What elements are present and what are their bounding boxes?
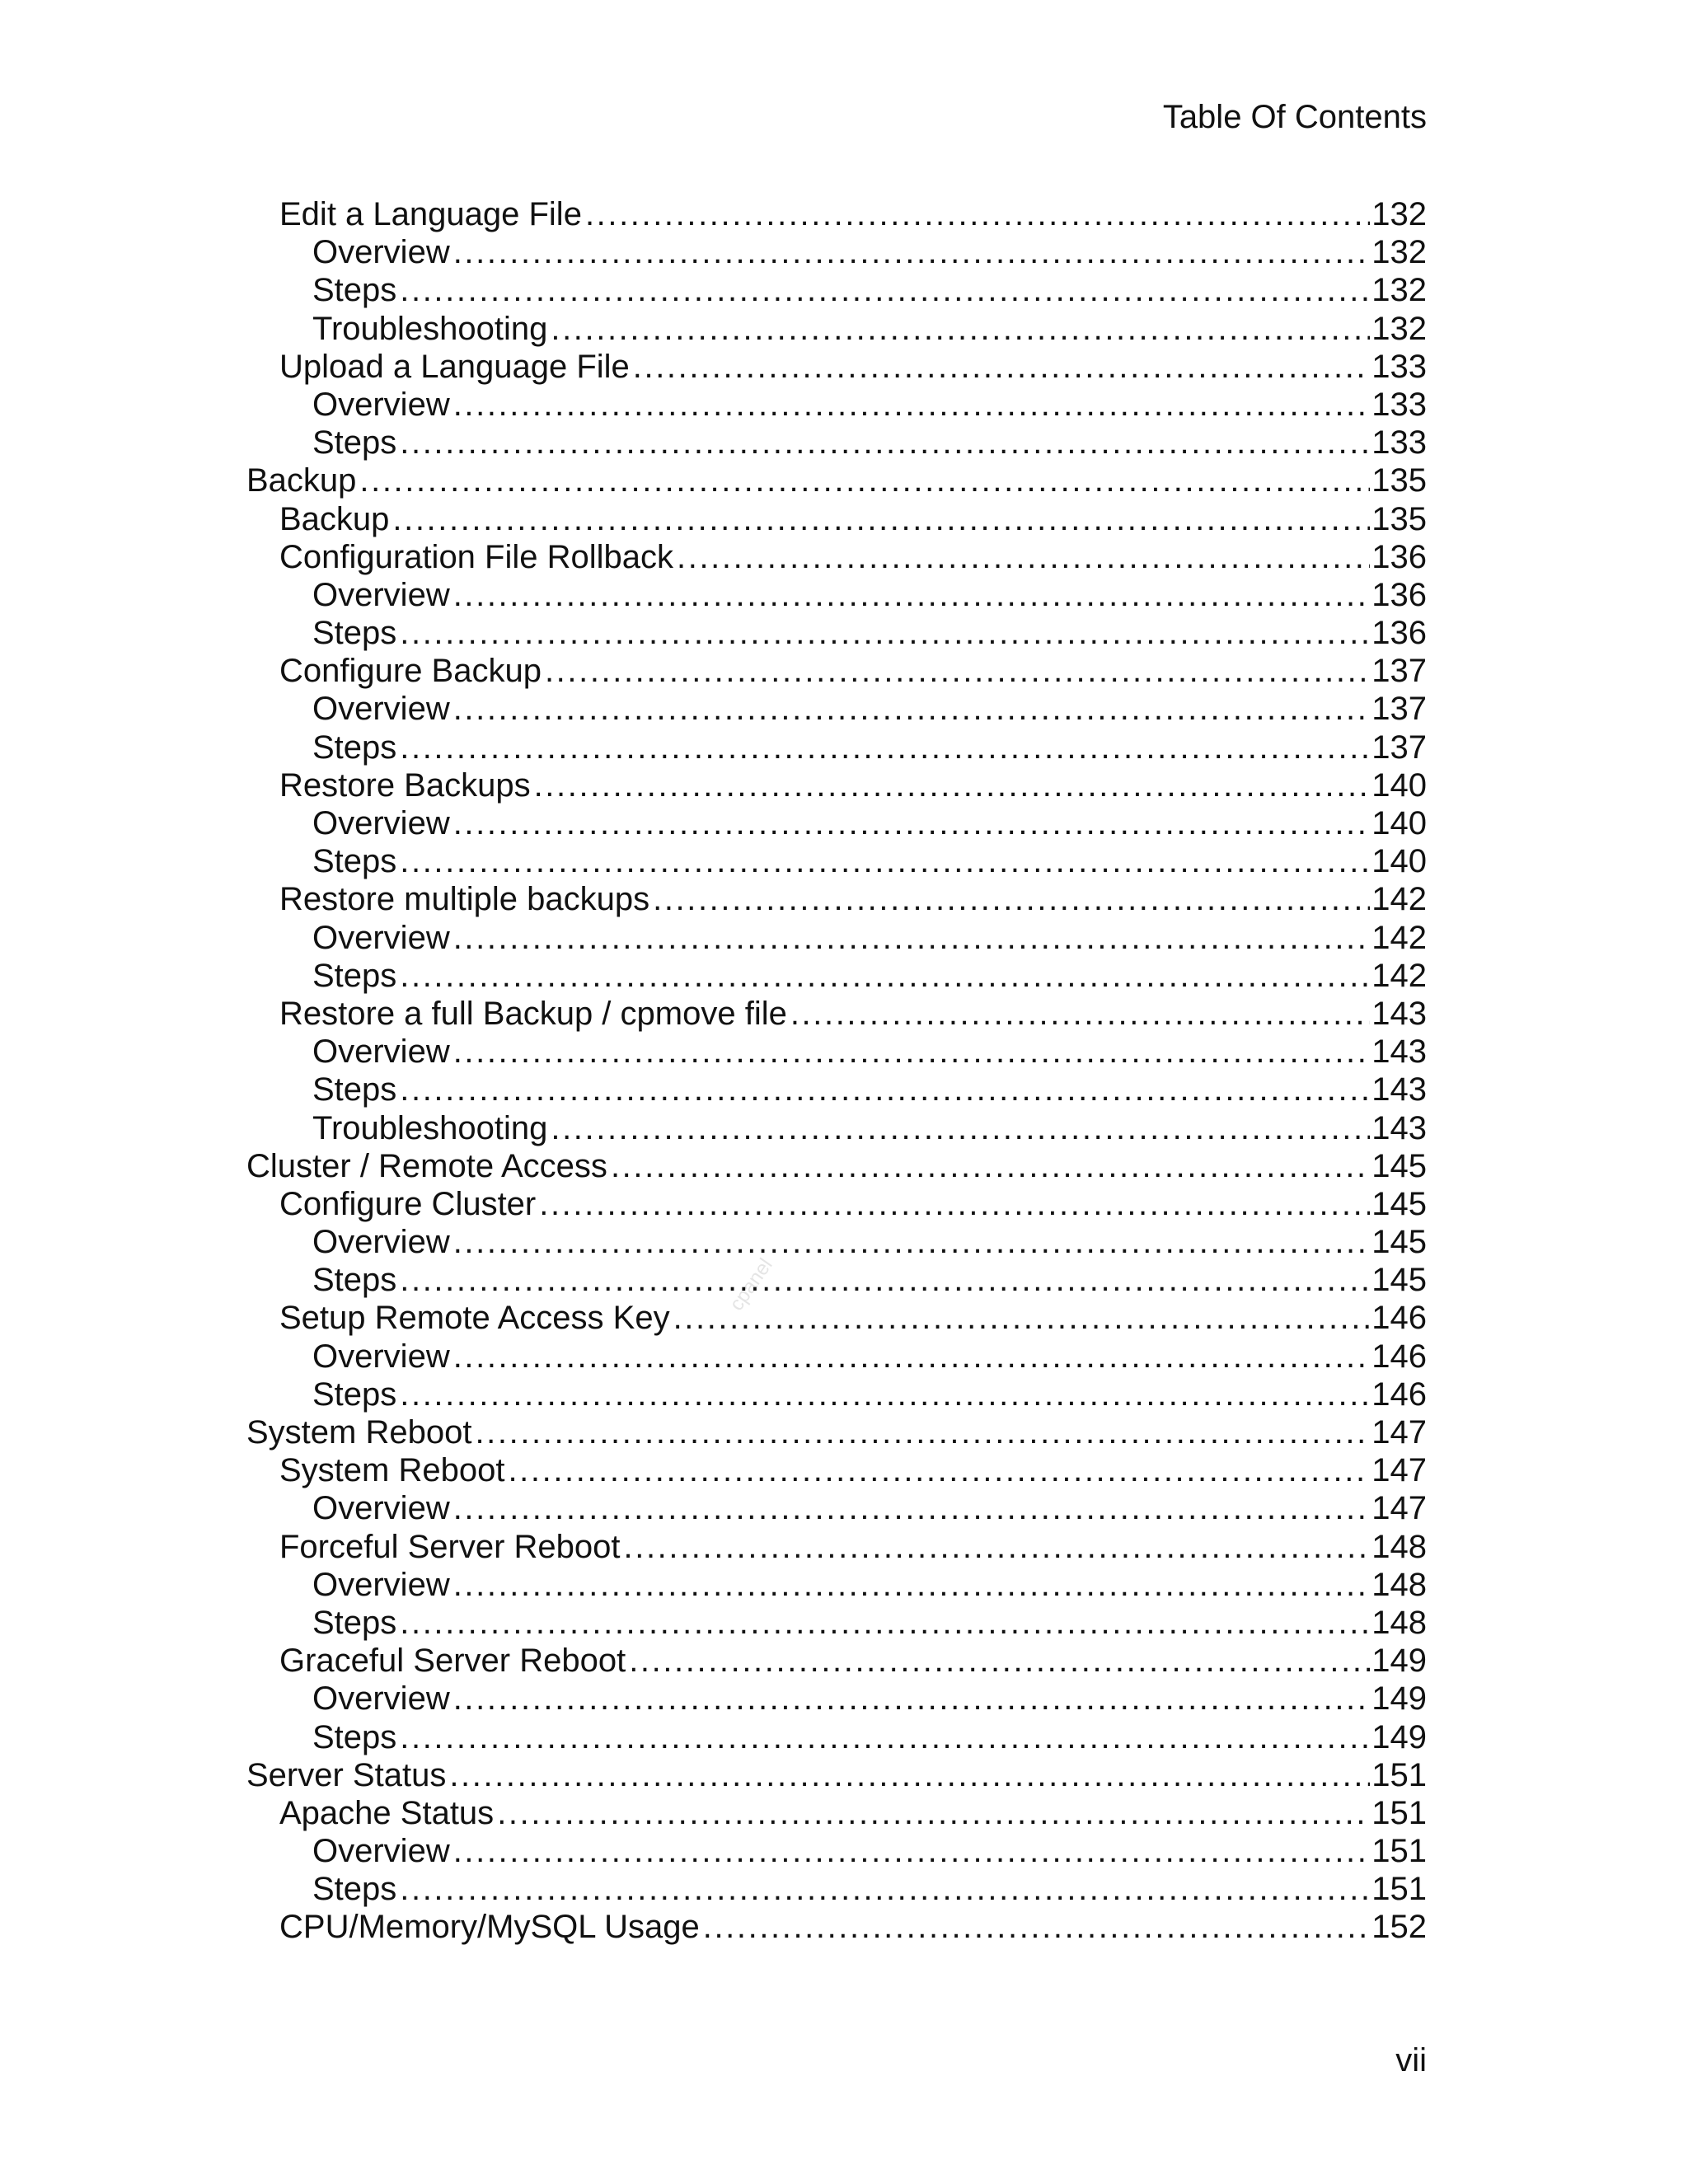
- toc-entry-page: 140: [1372, 766, 1427, 804]
- toc-entry-title: Configuration File Rollback: [279, 538, 674, 575]
- toc-entry[interactable]: [246, 1756, 1427, 1794]
- toc-entry-title: Steps: [312, 615, 397, 652]
- toc-entry[interactable]: [246, 919, 1427, 957]
- toc-dot-leader: [453, 1832, 1371, 1870]
- toc-dot-leader: [453, 1566, 1371, 1604]
- toc-entry-title: Overview: [312, 386, 450, 423]
- toc-entry-page: 148: [1372, 1604, 1427, 1641]
- toc-entry[interactable]: [246, 1261, 1427, 1299]
- toc-dot-leader: [611, 1147, 1370, 1185]
- toc-entry[interactable]: [246, 1870, 1427, 1908]
- toc-entry-page: 145: [1372, 1147, 1427, 1184]
- toc-entry-page: 133: [1372, 386, 1427, 423]
- toc-entry-title: Graceful Server Reboot: [279, 1643, 626, 1680]
- toc-entry[interactable]: [246, 195, 1427, 233]
- toc-entry-title: Steps: [312, 957, 397, 994]
- toc-entry[interactable]: [246, 842, 1427, 880]
- toc-entry-page: 132: [1372, 310, 1427, 347]
- toc-entry[interactable]: [246, 1680, 1427, 1718]
- toc-entry-title: Overview: [312, 691, 450, 728]
- toc-entry-title: Steps: [312, 1604, 397, 1641]
- toc-entry-page: 140: [1372, 805, 1427, 841]
- toc-dot-leader: [400, 1870, 1370, 1908]
- toc-entry-title: Restore Backups: [279, 766, 531, 804]
- toc-entry-page: 149: [1372, 1680, 1427, 1718]
- toc-entry-title: Backup: [279, 500, 390, 537]
- toc-entry-page: 146: [1372, 1338, 1427, 1375]
- toc-entry-title: Server Status: [246, 1756, 447, 1793]
- toc-entry-title: Overview: [312, 1680, 450, 1718]
- toc-dot-leader: [453, 1338, 1371, 1376]
- toc-entry[interactable]: [246, 995, 1427, 1033]
- toc-entry-page: 133: [1372, 348, 1427, 385]
- toc-entry-page: 143: [1372, 1109, 1427, 1146]
- toc-dot-leader: [453, 576, 1371, 614]
- toc-entry[interactable]: [246, 766, 1427, 804]
- toc-entry[interactable]: [246, 1109, 1427, 1147]
- toc-entry-title: Edit a Language File: [279, 196, 582, 232]
- toc-entry-title: Steps: [312, 1871, 397, 1908]
- toc-entry[interactable]: [246, 1642, 1427, 1680]
- toc-entry[interactable]: [246, 1413, 1427, 1451]
- toc-entry-title: Overview: [312, 1490, 450, 1527]
- toc-entry[interactable]: [246, 1033, 1427, 1071]
- toc-entry-title: System Reboot: [279, 1452, 505, 1489]
- toc-dot-leader: [624, 1528, 1371, 1566]
- toc-dot-leader: [508, 1451, 1370, 1489]
- toc-dot-leader: [392, 500, 1370, 538]
- toc-entry-title: Overview: [312, 1338, 450, 1375]
- toc-entry[interactable]: [246, 348, 1427, 386]
- table-of-contents: [246, 195, 1427, 1947]
- toc-entry-page: 151: [1372, 1833, 1427, 1870]
- toc-entry-page: 143: [1372, 1071, 1427, 1108]
- toc-entry[interactable]: [246, 880, 1427, 918]
- toc-entry[interactable]: [246, 729, 1427, 766]
- toc-dot-leader: [545, 652, 1370, 690]
- toc-dot-leader: [453, 919, 1371, 957]
- toc-entry-title: Troubleshooting: [312, 310, 548, 347]
- toc-entry-page: 142: [1372, 881, 1427, 918]
- toc-dot-leader: [400, 1376, 1370, 1413]
- toc-dot-leader: [449, 1756, 1370, 1794]
- toc-entry-title: Configure Backup: [279, 653, 542, 690]
- toc-entry-page: 135: [1372, 462, 1427, 499]
- toc-entry[interactable]: [246, 386, 1427, 424]
- toc-dot-leader: [453, 233, 1371, 271]
- toc-entry[interactable]: [246, 1338, 1427, 1376]
- toc-entry-page: 143: [1372, 995, 1427, 1032]
- toc-dot-leader: [453, 1033, 1371, 1071]
- toc-dot-leader: [539, 1185, 1370, 1223]
- toc-entry-title: Overview: [312, 1566, 450, 1603]
- toc-dot-leader: [790, 995, 1370, 1033]
- toc-entry-title: Upload a Language File: [279, 348, 630, 385]
- toc-entry[interactable]: [246, 690, 1427, 728]
- toc-entry[interactable]: [246, 500, 1427, 538]
- toc-entry-title: Overview: [312, 1833, 450, 1870]
- toc-dot-leader: [400, 1718, 1370, 1756]
- toc-dot-leader: [400, 424, 1370, 462]
- toc-entry-title: Forceful Server Reboot: [279, 1528, 621, 1565]
- toc-entry-title: Overview: [312, 805, 450, 841]
- toc-entry-page: 142: [1372, 919, 1427, 956]
- toc-entry-page: 151: [1372, 1871, 1427, 1908]
- toc-entry[interactable]: [246, 576, 1427, 614]
- toc-entry[interactable]: [246, 804, 1427, 842]
- toc-entry-title: Overview: [312, 1224, 450, 1261]
- toc-dot-leader: [400, 1261, 1370, 1299]
- toc-entry-page: 143: [1372, 1033, 1427, 1071]
- toc-entry-page: 137: [1372, 729, 1427, 766]
- toc-dot-leader: [400, 614, 1370, 652]
- watermark: cpanel: [725, 1254, 777, 1315]
- toc-entry[interactable]: [246, 1794, 1427, 1832]
- toc-entry-title: Steps: [312, 1071, 397, 1108]
- toc-entry[interactable]: [246, 233, 1427, 271]
- toc-entry[interactable]: [246, 1908, 1427, 1946]
- toc-entry[interactable]: [246, 957, 1427, 995]
- toc-entry[interactable]: [246, 1489, 1427, 1527]
- toc-entry-title: Steps: [312, 843, 397, 880]
- toc-dot-leader: [400, 842, 1370, 880]
- toc-entry[interactable]: [246, 310, 1427, 348]
- toc-dot-leader: [453, 690, 1371, 728]
- toc-entry-page: 132: [1372, 272, 1427, 309]
- toc-dot-leader: [453, 386, 1371, 424]
- toc-entry-title: Backup: [246, 462, 357, 499]
- toc-entry-page: 136: [1372, 538, 1427, 575]
- toc-dot-leader: [453, 804, 1371, 842]
- toc-entry[interactable]: [246, 1071, 1427, 1108]
- toc-entry-page: 135: [1372, 500, 1427, 537]
- running-header: Table Of Contents: [1162, 99, 1427, 135]
- toc-entry[interactable]: [246, 1299, 1427, 1337]
- toc-entry-title: Restore a full Backup / cpmove file: [279, 995, 787, 1032]
- toc-entry-page: 145: [1372, 1185, 1427, 1222]
- toc-dot-leader: [585, 195, 1370, 233]
- toc-dot-leader: [400, 957, 1370, 995]
- toc-dot-leader: [400, 1071, 1370, 1108]
- toc-entry-page: 147: [1372, 1490, 1427, 1527]
- toc-dot-leader: [453, 1680, 1371, 1718]
- toc-entry-title: Overview: [312, 919, 450, 956]
- toc-entry-title: Troubleshooting: [312, 1109, 548, 1146]
- toc-entry-title: Steps: [312, 272, 397, 309]
- toc-entry-title: Overview: [312, 234, 450, 271]
- toc-dot-leader: [400, 729, 1370, 766]
- toc-dot-leader: [534, 766, 1371, 804]
- toc-entry[interactable]: [246, 1185, 1427, 1223]
- toc-entry[interactable]: [246, 1604, 1427, 1642]
- toc-dot-leader: [453, 1223, 1371, 1261]
- toc-entry[interactable]: [246, 1147, 1427, 1185]
- toc-entry-title: Overview: [312, 576, 450, 613]
- toc-entry[interactable]: [246, 462, 1427, 499]
- toc-entry[interactable]: [246, 1223, 1427, 1261]
- toc-entry-title: Apache Status: [279, 1794, 495, 1831]
- toc-entry-page: 146: [1372, 1300, 1427, 1337]
- toc-dot-leader: [551, 1109, 1370, 1147]
- toc-dot-leader: [475, 1413, 1370, 1451]
- toc-entry[interactable]: [246, 1451, 1427, 1489]
- toc-entry-page: 145: [1372, 1262, 1427, 1299]
- toc-entry-title: Overview: [312, 1033, 450, 1071]
- toc-entry-title: Configure Cluster: [279, 1185, 537, 1222]
- toc-entry-page: 136: [1372, 615, 1427, 652]
- toc-entry[interactable]: [246, 424, 1427, 462]
- toc-dot-leader: [400, 1604, 1370, 1642]
- toc-entry[interactable]: [246, 1376, 1427, 1413]
- toc-dot-leader: [497, 1794, 1370, 1832]
- toc-dot-leader: [359, 462, 1370, 499]
- toc-entry-title: System Reboot: [246, 1414, 472, 1451]
- toc-dot-leader: [673, 1299, 1371, 1337]
- toc-entry-title: Steps: [312, 1718, 397, 1755]
- toc-entry[interactable]: [246, 652, 1427, 690]
- toc-entry[interactable]: [246, 1718, 1427, 1756]
- toc-entry-title: Steps: [312, 1262, 397, 1299]
- toc-entry-page: 147: [1372, 1414, 1427, 1451]
- toc-entry-page: 140: [1372, 843, 1427, 880]
- toc-entry-page: 142: [1372, 957, 1427, 994]
- toc-entry-page: 145: [1372, 1224, 1427, 1261]
- toc-entry[interactable]: [246, 538, 1427, 576]
- toc-entry[interactable]: [246, 614, 1427, 652]
- toc-entry-page: 149: [1372, 1718, 1427, 1755]
- toc-entry-title: Setup Remote Access Key: [279, 1300, 670, 1337]
- toc-entry-page: 146: [1372, 1376, 1427, 1413]
- toc-entry-page: 151: [1372, 1794, 1427, 1831]
- toc-entry[interactable]: [246, 1832, 1427, 1870]
- toc-entry-page: 148: [1372, 1566, 1427, 1603]
- toc-entry-page: 136: [1372, 576, 1427, 613]
- toc-dot-leader: [703, 1908, 1371, 1946]
- toc-entry[interactable]: [246, 1566, 1427, 1604]
- toc-entry-title: Restore multiple backups: [279, 881, 650, 918]
- toc-entry-page: 149: [1372, 1643, 1427, 1680]
- toc-entry-title: Steps: [312, 729, 397, 766]
- toc-dot-leader: [400, 271, 1370, 309]
- toc-entry-page: 151: [1372, 1756, 1427, 1793]
- toc-entry-page: 137: [1372, 653, 1427, 690]
- toc-dot-leader: [677, 538, 1370, 576]
- toc-dot-leader: [551, 310, 1370, 348]
- toc-entry[interactable]: [246, 1528, 1427, 1566]
- toc-entry-title: Steps: [312, 424, 397, 462]
- toc-entry-page: 148: [1372, 1528, 1427, 1565]
- toc-entry-title: Steps: [312, 1376, 397, 1413]
- toc-dot-leader: [629, 1642, 1370, 1680]
- toc-entry-title: Cluster / Remote Access: [246, 1147, 607, 1184]
- toc-dot-leader: [453, 1489, 1371, 1527]
- toc-entry-page: 132: [1372, 234, 1427, 271]
- toc-entry[interactable]: [246, 271, 1427, 309]
- page-number: vii: [1395, 2042, 1427, 2079]
- toc-entry-page: 133: [1372, 424, 1427, 462]
- toc-dot-leader: [633, 348, 1370, 386]
- toc-entry-page: 132: [1372, 196, 1427, 232]
- toc-entry-page: 147: [1372, 1452, 1427, 1489]
- toc-entry-page: 152: [1372, 1909, 1427, 1946]
- toc-dot-leader: [653, 880, 1370, 918]
- toc-entry-page: 137: [1372, 691, 1427, 728]
- toc-entry-title: CPU/Memory/MySQL Usage: [279, 1909, 700, 1946]
